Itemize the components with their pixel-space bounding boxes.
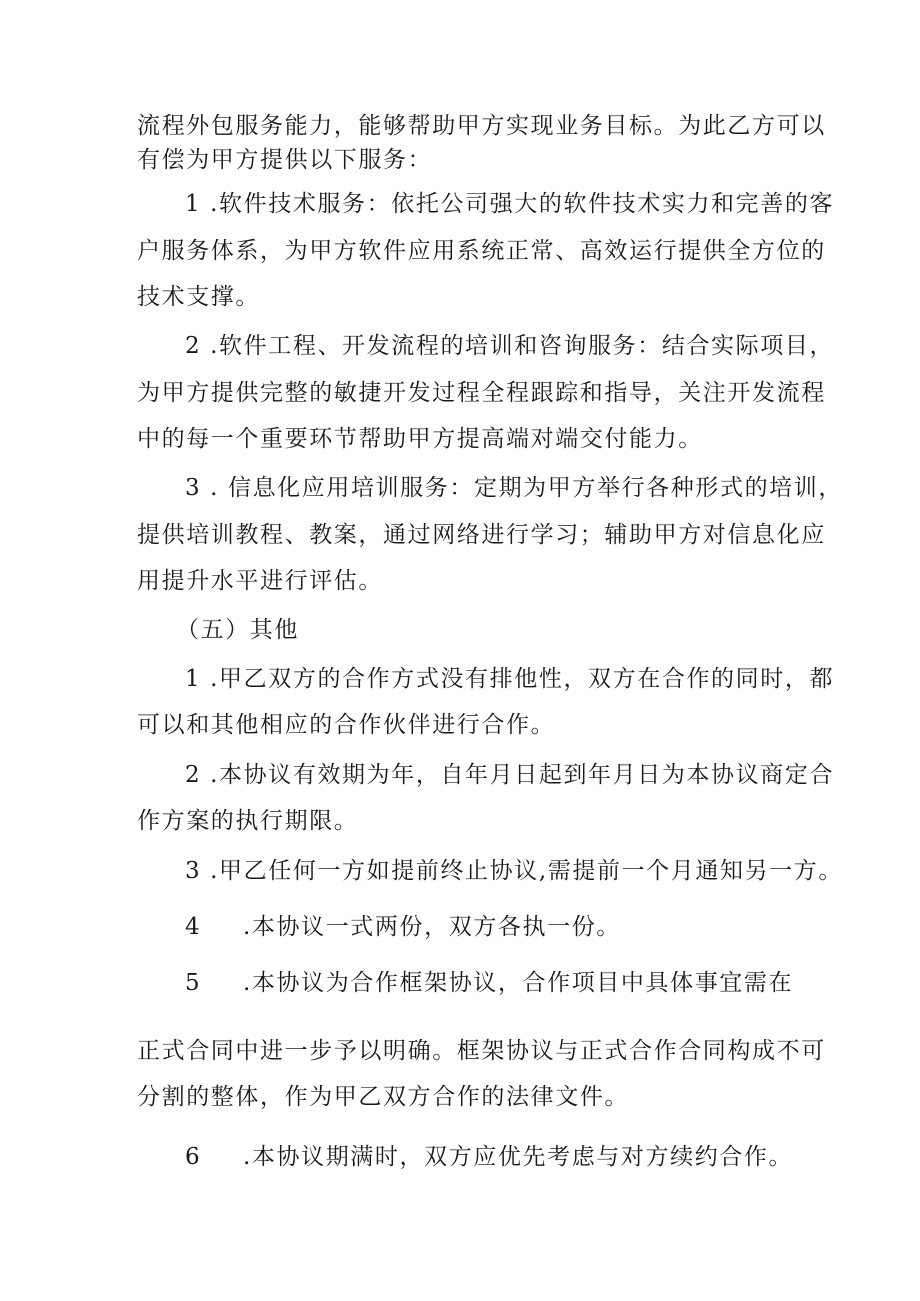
other-4-text: .本协议一式两份，双方各执一份。 [243, 914, 621, 940]
service-2-line-2: 为甲方提供完整的敏捷开发过程全程跟踪和指导，关注开发流程 [137, 380, 826, 406]
other-5-number: 5 [185, 970, 202, 996]
service-1-line-3: 技术支撑。 [137, 284, 260, 310]
service-2-line-3: 中的每一个重要环节帮助甲方提高端对端交付能力。 [137, 426, 703, 452]
other-6-text: .本协议期满时，双方应优先考虑与对方续约合作。 [243, 1144, 794, 1170]
service-3-line-2: 提供培训教程、教案，通过网络进行学习；辅助甲方对信息化应 [137, 522, 826, 548]
other-2-line-2: 作方案的执行期限。 [137, 808, 359, 834]
other-4-line [185, 913, 621, 941]
other-6-line [185, 1143, 793, 1171]
other-5-text: .本协议为合作框架协议，合作项目中具体事宜需在 [243, 970, 794, 996]
other-3-line-1: 3 .甲乙任何一方如提前终止协议,需提前一个月通知另一方。 [185, 858, 843, 884]
section-heading-other: （五）其他 [176, 617, 299, 643]
paragraph-intro-line-2: 有偿为甲方提供以下服务： [137, 147, 433, 173]
other-4-number: 4 [185, 914, 202, 940]
service-3-line-3: 用提升水平进行评估。 [137, 568, 383, 594]
other-1-line-2: 可以和其他相应的合作伙伴进行合作。 [137, 712, 556, 738]
other-1-line-1: 1 .甲乙双方的合作方式没有排他性，双方在合作的同时，都 [185, 666, 835, 692]
service-1-line-2: 户服务体系，为甲方软件应用系统正常、高效运行提供全方位的 [137, 238, 826, 264]
service-1-line-1: 1 .软件技术服务：依托公司强大的软件技术实力和完善的客 [185, 191, 835, 217]
other-6-number: 6 [185, 1144, 202, 1170]
service-2-line-1: 2 .软件工程、开发流程的培训和咨询服务：结合实际项目， [185, 333, 835, 359]
other-5-line-2: 正式合同中进一步予以明确。框架协议与正式合作合同构成不可 [137, 1038, 826, 1064]
other-2-line-1: 2 .本协议有效期为年，自年月日起到年月日为本协议商定合 [185, 762, 835, 788]
service-3-line-1: 3 . 信息化应用培训服务：定期为甲方举行各种形式的培训， [185, 475, 843, 501]
other-5-line-3: 分割的整体，作为甲乙双方合作的法律文件。 [137, 1084, 629, 1110]
other-5-line-1 [185, 969, 793, 997]
paragraph-intro-line-1: 流程外包服务能力，能够帮助甲方实现业务目标。为此乙方可以 [137, 113, 826, 139]
